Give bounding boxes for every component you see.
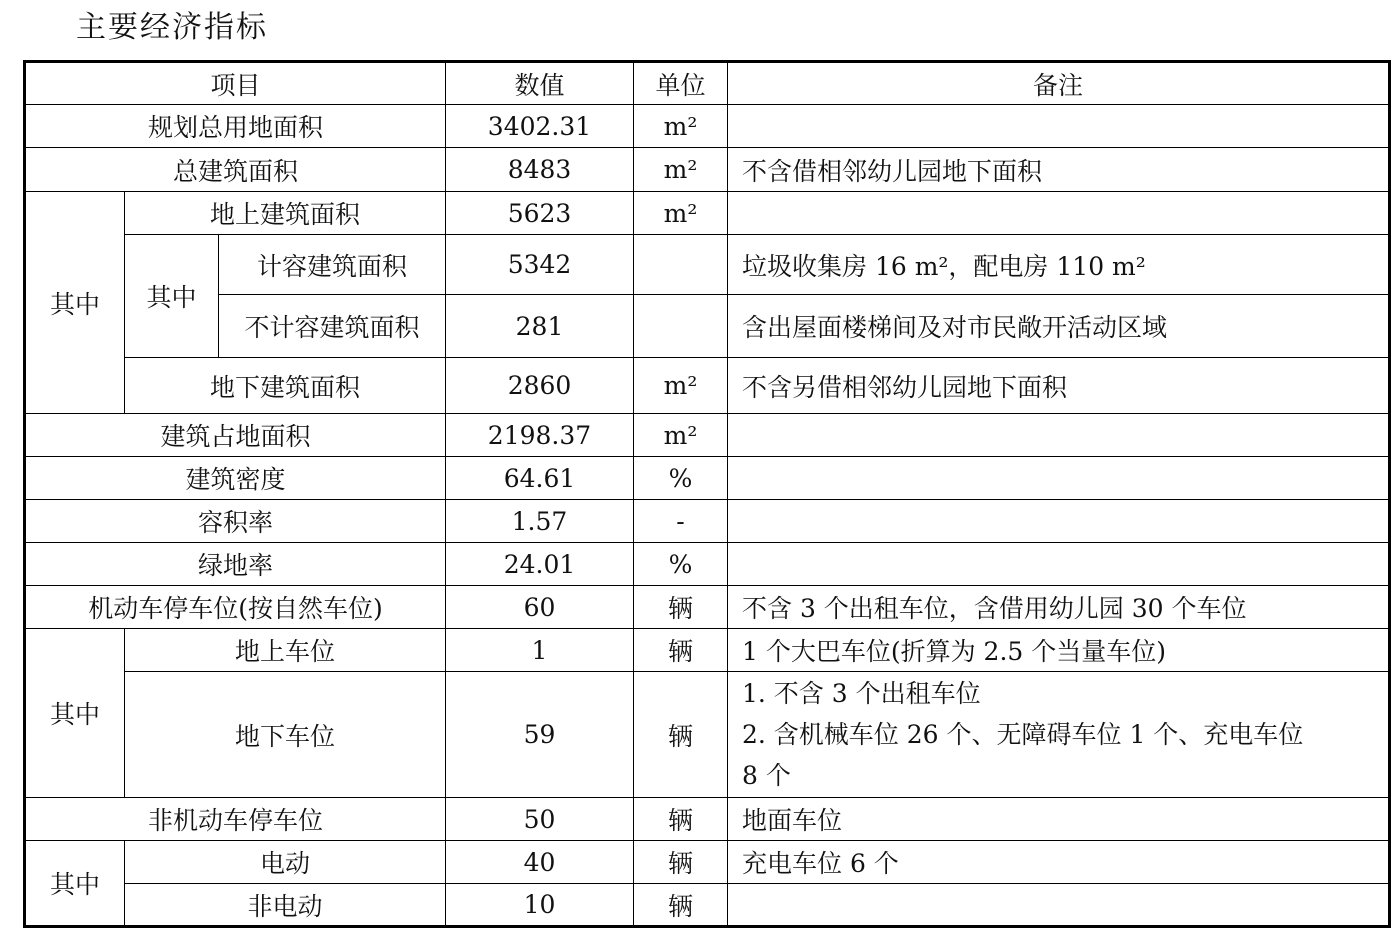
note-line: 2. 含机械车位 26 个、无障碍车位 1 个、充电车位 — [742, 720, 1304, 749]
table-row — [25, 358, 1390, 414]
table-row — [25, 192, 1390, 235]
row-value: 10 — [446, 884, 634, 927]
row-label: 绿地率 — [25, 543, 446, 586]
table-row — [25, 457, 1390, 500]
row-note: 地面车位 — [728, 798, 1390, 841]
row-note — [728, 414, 1390, 457]
group-label-parking: 其中 — [25, 629, 125, 798]
row-unit: 辆 — [634, 798, 728, 841]
row-note — [728, 105, 1390, 148]
table-row — [25, 148, 1390, 192]
header-item: 项目 — [25, 62, 446, 105]
table-row — [25, 884, 1390, 927]
row-value: 2198.37 — [446, 414, 634, 457]
note-line: 8 个 — [742, 761, 791, 790]
header-value: 数值 — [446, 62, 634, 105]
row-label: 地下车位 — [125, 672, 446, 798]
row-value: 64.61 — [446, 457, 634, 500]
row-note: 垃圾收集房 16 m²，配电房 110 m² — [728, 235, 1390, 295]
row-value: 59 — [446, 672, 634, 798]
row-note: 不含另借相邻幼儿园地下面积 — [728, 358, 1390, 414]
row-label: 地下建筑面积 — [125, 358, 446, 414]
row-unit: % — [634, 457, 728, 500]
header-unit: 单位 — [634, 62, 728, 105]
row-label: 非机动车停车位 — [25, 798, 446, 841]
row-label: 地上建筑面积 — [125, 192, 446, 235]
table-row — [25, 586, 1390, 629]
row-value: 1.57 — [446, 500, 634, 543]
row-note: 不含借相邻幼儿园地下面积 — [728, 148, 1390, 192]
row-unit — [634, 235, 728, 295]
table-row — [25, 105, 1390, 148]
row-label: 电动 — [125, 841, 446, 884]
row-value: 50 — [446, 798, 634, 841]
table-row — [25, 235, 1390, 295]
row-unit: 辆 — [634, 884, 728, 927]
row-label: 非电动 — [125, 884, 446, 927]
row-label: 建筑占地面积 — [25, 414, 446, 457]
table-row — [25, 841, 1390, 884]
row-unit: m² — [634, 358, 728, 414]
row-value: 8483 — [446, 148, 634, 192]
row-value: 2860 — [446, 358, 634, 414]
row-unit: m² — [634, 192, 728, 235]
row-note: 充电车位 6 个 — [728, 841, 1390, 884]
row-note — [728, 543, 1390, 586]
row-label: 总建筑面积 — [25, 148, 446, 192]
row-unit: 辆 — [634, 586, 728, 629]
row-value: 281 — [446, 295, 634, 358]
row-unit: 辆 — [634, 629, 728, 672]
group-label-above-ground: 其中 — [125, 235, 219, 358]
row-note — [728, 884, 1390, 927]
row-unit: % — [634, 543, 728, 586]
row-label: 地上车位 — [125, 629, 446, 672]
row-value: 3402.31 — [446, 105, 634, 148]
table-row — [25, 798, 1390, 841]
row-note — [728, 500, 1390, 543]
row-label: 容积率 — [25, 500, 446, 543]
row-unit: m² — [634, 105, 728, 148]
row-label: 机动车停车位(按自然车位) — [25, 586, 446, 629]
row-note: 1 个大巴车位(折算为 2.5 个当量车位) — [728, 629, 1390, 672]
row-value: 40 — [446, 841, 634, 884]
row-value: 1 — [446, 629, 634, 672]
row-unit: m² — [634, 148, 728, 192]
row-value: 24.01 — [446, 543, 634, 586]
row-unit: 辆 — [634, 672, 728, 798]
table-row — [25, 672, 1390, 798]
row-unit — [634, 295, 728, 358]
table-row — [25, 414, 1390, 457]
economic-indicators-table — [23, 60, 1391, 928]
table-row — [25, 500, 1390, 543]
row-note: 含出屋面楼梯间及对市民敞开活动区域 — [728, 295, 1390, 358]
row-label: 建筑密度 — [25, 457, 446, 500]
table-header-row — [25, 62, 1390, 105]
row-label: 规划总用地面积 — [25, 105, 446, 148]
row-note — [728, 192, 1390, 235]
header-note: 备注 — [728, 62, 1390, 105]
table-row — [25, 543, 1390, 586]
row-value: 60 — [446, 586, 634, 629]
page-title: 主要经济指标 — [76, 10, 268, 45]
row-value: 5623 — [446, 192, 634, 235]
row-note — [728, 457, 1390, 500]
table-row — [25, 629, 1390, 672]
row-unit: - — [634, 500, 728, 543]
row-unit: m² — [634, 414, 728, 457]
row-unit: 辆 — [634, 841, 728, 884]
group-label-bicycle: 其中 — [25, 841, 125, 927]
row-value: 5342 — [446, 235, 634, 295]
row-label: 不计容建筑面积 — [219, 295, 446, 358]
table-row — [25, 295, 1390, 358]
row-note — [728, 672, 1390, 798]
row-note: 不含 3 个出租车位，含借用幼儿园 30 个车位 — [728, 586, 1390, 629]
group-label-building: 其中 — [25, 192, 125, 414]
row-label: 计容建筑面积 — [219, 235, 446, 295]
note-line: 1. 不含 3 个出租车位 — [742, 679, 981, 708]
